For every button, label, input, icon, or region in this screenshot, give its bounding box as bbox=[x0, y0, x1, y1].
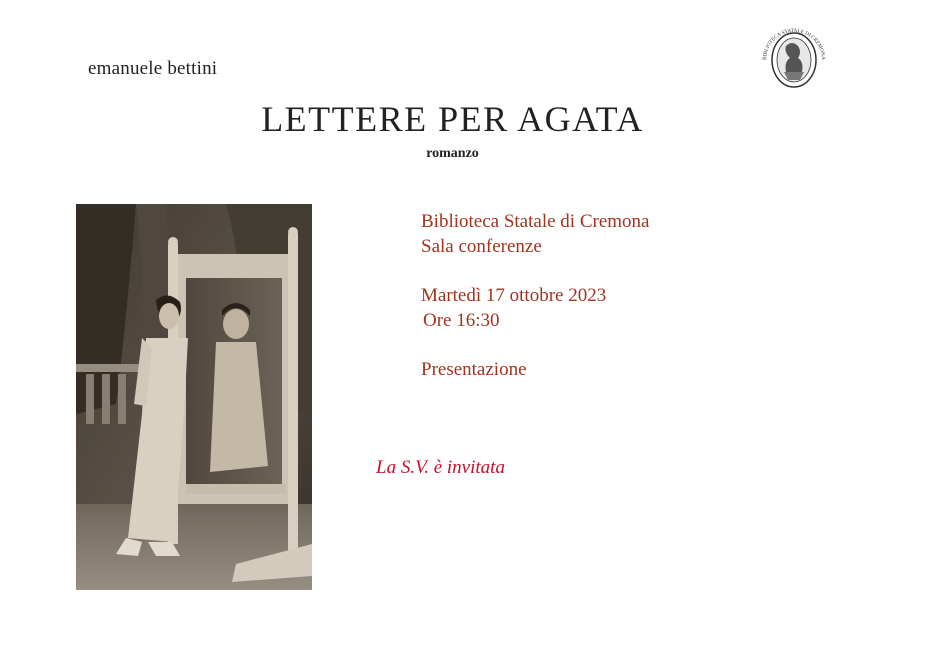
venue-block bbox=[421, 209, 649, 259]
book-genre: romanzo bbox=[426, 146, 479, 161]
book-title: LETTERE PER AGATA bbox=[261, 99, 644, 139]
event-time: Ore 16:30 bbox=[423, 310, 500, 331]
event-date: Martedì 17 ottobre 2023 bbox=[421, 285, 607, 306]
library-seal-icon bbox=[758, 24, 830, 96]
vintage-photo bbox=[76, 204, 312, 590]
date-block bbox=[421, 283, 606, 333]
venue-room: Sala conferenze bbox=[421, 236, 542, 257]
author-name: emanuele bettini bbox=[88, 58, 218, 79]
event-type: Presentazione bbox=[421, 359, 527, 380]
seal-text: BIBLIOTECA STATALE DI CREMONA bbox=[761, 27, 827, 61]
invitation-text: La S.V. è invitata bbox=[376, 457, 505, 478]
venue-library: Biblioteca Statale di Cremona bbox=[421, 211, 650, 232]
